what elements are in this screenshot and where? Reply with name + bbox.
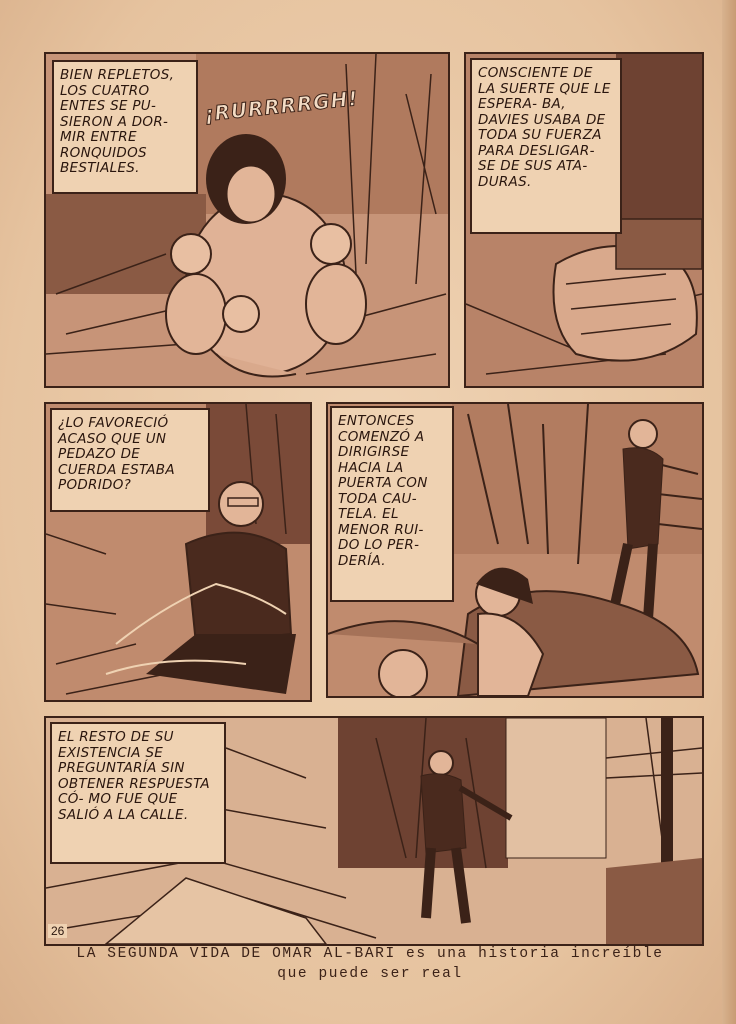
panel-5-caption: EL RESTO DE SU EXISTENCIA SE PREGUNTARÍA SIN OBTENER RESPUESTA CÓ- MO FUE QUE SALIÓ A LA CALLE. (50, 722, 226, 864)
footer-line-1: LA SEGUNDA VIDA DE OMAR AL-BARI es una historia increíble (76, 946, 664, 962)
footer-line-2: que puede ser real (277, 966, 463, 982)
panel-5 (44, 716, 704, 946)
panel-2 (464, 52, 704, 388)
panel-3 (44, 402, 312, 702)
panel-1 (44, 52, 450, 388)
page-edge (722, 0, 736, 1024)
panel-4-caption: ENTONCES COMENZÓ A DIRIGIRSE HACIA LA PUERTA CON TODA CAU- TELA. EL MENOR RUI- DO LO PER- DERÍA. (330, 406, 454, 602)
sound-effect: ¡RURRRRGH! (203, 85, 360, 127)
panel-2-caption: CONSCIENTE DE LA SUERTE QUE LE ESPERA- BA, DAVIES USABA DE TODA SU FUERZA PARA DESLIGAR- SE DE SUS ATA- DURAS. (470, 58, 622, 234)
panel-3-caption: ¿LO FAVORECIÓ ACASO QUE UN PEDAZO DE CUERDA ESTABA PODRIDO? (50, 408, 210, 512)
panel-1-caption: BIEN REPLETOS, LOS CUATRO ENTES SE PU- SIERON A DOR- MIR ENTRE RONQUIDOS BESTIALES. (52, 60, 198, 194)
panel-4 (326, 402, 704, 698)
footer-tagline (30, 944, 710, 984)
page-number: 26 (48, 924, 67, 938)
